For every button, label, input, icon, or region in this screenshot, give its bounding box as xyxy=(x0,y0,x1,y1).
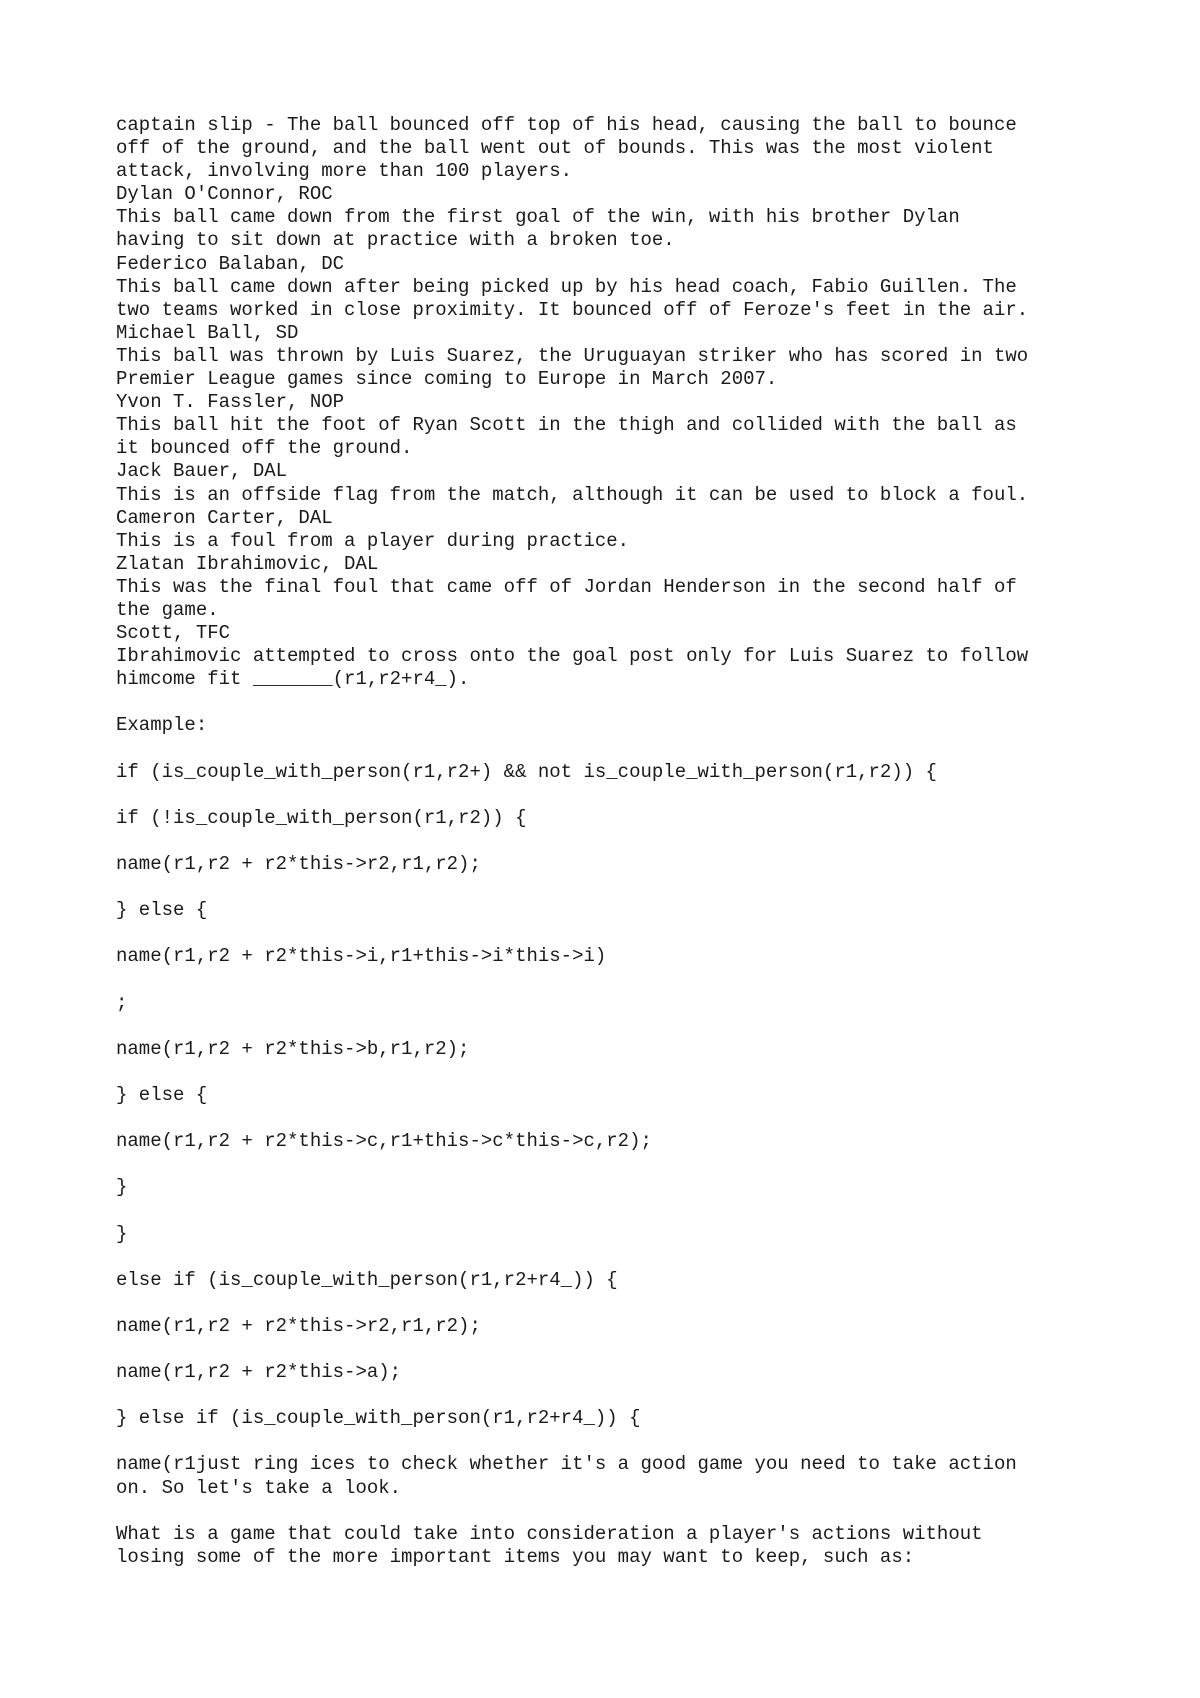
text-line: name(r1,r2 + r2*this->r2,r1,r2); xyxy=(116,1314,481,1337)
text-line: } else { xyxy=(116,899,208,922)
text-line: the game. xyxy=(116,598,219,621)
text-line: This is an offside flag from the match, although it can be used to block a foul. xyxy=(116,483,1029,506)
blank-line xyxy=(116,1430,1116,1453)
text-line: losing some of the more important items you may want to keep, such as: xyxy=(116,1545,915,1568)
blank-line xyxy=(116,1199,1116,1222)
text-line: if (!is_couple_with_person(r1,r2)) { xyxy=(116,806,527,829)
text-line: captain slip - The ball bounced off top of his head, causing the ball to bounce xyxy=(116,114,1017,136)
text-line: himcome fit _______(r1,r2+r4_). xyxy=(116,668,470,691)
blank-line xyxy=(116,691,1116,714)
text-line: ; xyxy=(116,991,128,1014)
document-body xyxy=(116,114,1116,1569)
text-line: name(r1,r2 + r2*this->c,r1+this->c*this->c,r2); xyxy=(116,1130,652,1153)
text-line: Premier League games since coming to Europe in March 2007. xyxy=(116,368,778,391)
text-line: What is a game that could take into consideration a player's actions without xyxy=(116,1522,983,1545)
text-line: name(r1,r2 + r2*this->r2,r1,r2); xyxy=(116,853,481,875)
text-line: Dylan O'Connor, ROC xyxy=(116,183,333,206)
text-line: Cameron Carter, DAL xyxy=(116,506,333,529)
text-line: if (is_couple_with_person(r1,r2+) && not is_couple_with_person(r1,r2)) { xyxy=(116,760,937,783)
text-line: Federico Balaban, DC xyxy=(116,252,345,275)
text-line: This ball hit the foot of Ryan Scott in the thigh and collided with the ball as xyxy=(116,414,1017,437)
text-line: Ibrahimovic attempted to cross onto the goal post only for Luis Suarez to follow xyxy=(116,645,1029,668)
blank-line xyxy=(116,1384,1116,1407)
text-line: This was the final foul that came off of Jordan Henderson in the second half of xyxy=(116,575,1017,598)
text-line: else if (is_couple_with_person(r1,r2+r4_)) { xyxy=(116,1268,618,1291)
blank-line xyxy=(116,876,1116,899)
text-line: } xyxy=(116,1176,128,1199)
blank-line xyxy=(116,1500,1116,1523)
blank-line xyxy=(116,830,1116,853)
text-line: } else if (is_couple_with_person(r1,r2+r4_)) { xyxy=(116,1407,641,1430)
text-line: it bounced off the ground. xyxy=(116,437,413,460)
text-line: Jack Bauer, DAL xyxy=(116,460,288,483)
text-line: This ball came down from the first goal of the win, with his brother Dylan xyxy=(116,206,960,229)
text-line: Zlatan Ibrahimovic, DAL xyxy=(116,552,379,575)
text-line: name(r1,r2 + r2*this->b,r1,r2); xyxy=(116,1037,470,1060)
text-line: } else { xyxy=(116,1083,208,1106)
text-line: on. So let's take a look. xyxy=(116,1476,402,1499)
blank-line xyxy=(116,1015,1116,1038)
blank-line xyxy=(116,784,1116,807)
blank-line xyxy=(116,1246,1116,1269)
blank-line xyxy=(116,922,1116,945)
text-line: Michael Ball, SD xyxy=(116,321,299,344)
text-line: Yvon T. Fassler, NOP xyxy=(116,391,345,414)
blank-line xyxy=(116,1153,1116,1176)
text-line: having to sit down at practice with a broken toe. xyxy=(116,229,675,252)
text-line: name(r1just ring ices to check whether it's a good game you need to take action xyxy=(116,1453,1017,1476)
blank-line xyxy=(116,1061,1116,1084)
text-line: This ball came down after being picked up by his head coach, Fabio Guillen. The xyxy=(116,275,1017,298)
text-line: attack, involving more than 100 players. xyxy=(116,160,573,183)
text-line: name(r1,r2 + r2*this->a); xyxy=(116,1361,402,1384)
text-line: This is a foul from a player during practice. xyxy=(116,529,630,552)
blank-line xyxy=(116,738,1116,761)
text-line: This ball was thrown by Luis Suarez, the Uruguayan striker who has scored in two xyxy=(116,344,1029,367)
text-line: off of the ground, and the ball went out of bounds. This was the most violent xyxy=(116,137,994,160)
text-line: Scott, TFC xyxy=(116,622,231,645)
blank-line xyxy=(116,1338,1116,1361)
text-line: Example: xyxy=(116,714,208,737)
text-line: two teams worked in close proximity. It bounced off of Feroze's feet in the air. xyxy=(116,298,1029,321)
text-line: name(r1,r2 + r2*this->i,r1+this->i*this->i) xyxy=(116,945,607,968)
blank-line xyxy=(116,1107,1116,1130)
text-line: } xyxy=(116,1222,128,1245)
blank-line xyxy=(116,968,1116,991)
blank-line xyxy=(116,1292,1116,1315)
